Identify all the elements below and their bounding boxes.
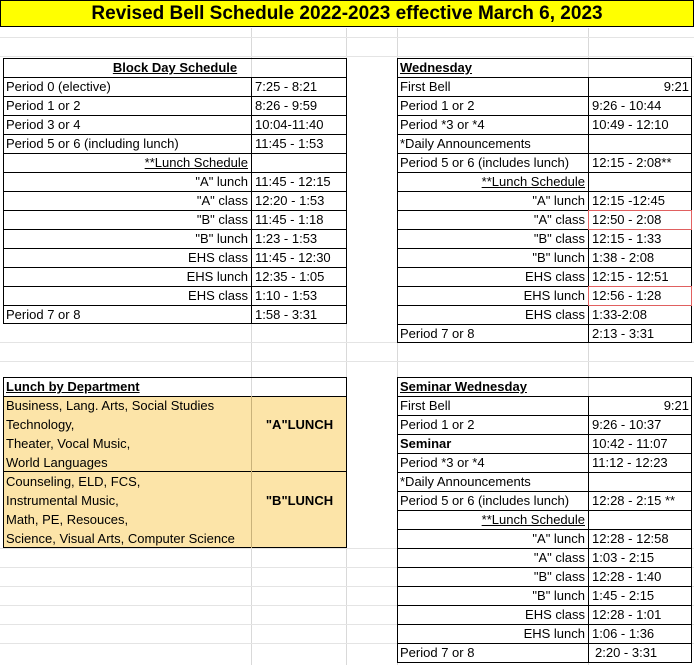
block-day-heading[interactable]: Block Day Schedule: [112, 60, 238, 75]
seminar-lunch-heading[interactable]: **Lunch Schedule: [481, 512, 585, 527]
b-lunch-label[interactable]: "B"LUNCH: [265, 493, 334, 508]
wednesday-label[interactable]: EHS lunch: [523, 288, 585, 303]
gridline: [0, 37, 694, 38]
seminar-label[interactable]: "B" class: [533, 569, 585, 584]
seminar-time[interactable]: 12:28 - 2:15 **: [592, 493, 676, 508]
block-day-time[interactable]: 7:25 - 8:21: [255, 79, 318, 94]
page-title[interactable]: Revised Bell Schedule 2022-2023 effective March 6, 2023: [0, 0, 694, 27]
wednesday-time[interactable]: 12:50 - 2:08: [592, 212, 662, 227]
wednesday-time[interactable]: 12:56 - 1:28: [592, 288, 662, 303]
seminar-label[interactable]: Period 1 or 2: [400, 417, 475, 432]
block-day-lunch-heading[interactable]: **Lunch Schedule: [144, 155, 248, 170]
wednesday-time[interactable]: 12:15 - 12:51: [592, 269, 669, 284]
wednesday-label[interactable]: EHS class: [525, 269, 585, 284]
block-day-label[interactable]: "B" lunch: [195, 231, 248, 246]
wednesday-label[interactable]: Period *3 or *4: [400, 117, 485, 132]
seminar-time[interactable]: 9:26 - 10:37: [592, 417, 662, 432]
wednesday-time[interactable]: 9:26 - 10:44: [592, 98, 662, 113]
block-day-time[interactable]: 11:45 - 1:18: [255, 212, 324, 227]
seminar-label[interactable]: Period *3 or *4: [400, 455, 485, 470]
block-day-time[interactable]: 11:45 - 12:15: [255, 174, 331, 189]
gridline: [0, 361, 694, 362]
seminar-time[interactable]: 2:20 - 3:31: [595, 645, 658, 660]
gridline: [0, 56, 694, 57]
seminar-wednesday-heading[interactable]: Seminar Wednesday: [400, 379, 527, 394]
wednesday-time[interactable]: 12:15 - 2:08**: [592, 155, 672, 170]
block-day-time[interactable]: 8:26 - 9:59: [255, 98, 318, 113]
wednesday-label[interactable]: "A" lunch: [532, 193, 585, 208]
seminar-label[interactable]: "A" lunch: [532, 531, 585, 546]
wednesday-time[interactable]: 9:21: [663, 79, 689, 94]
department-item[interactable]: Instrumental Music,: [6, 493, 119, 508]
wednesday-time[interactable]: 1:38 - 2:08: [592, 250, 655, 265]
block-day-time[interactable]: 12:20 - 1:53: [255, 193, 325, 208]
wednesday-label[interactable]: *Daily Announcements: [400, 136, 531, 151]
wednesday-heading[interactable]: Wednesday: [400, 60, 473, 75]
seminar-label[interactable]: EHS class: [525, 607, 585, 622]
block-day-time[interactable]: 11:45 - 1:53: [255, 136, 324, 151]
wednesday-label[interactable]: Period 7 or 8: [400, 326, 475, 341]
wednesday-label[interactable]: "B" lunch: [532, 250, 585, 265]
block-day-label[interactable]: Period 0 (elective): [6, 79, 111, 94]
wednesday-label[interactable]: First Bell: [400, 79, 451, 94]
seminar-label[interactable]: First Bell: [400, 398, 451, 413]
wednesday-time[interactable]: 10:49 - 12:10: [592, 117, 669, 132]
seminar-time[interactable]: 10:42 - 11:07: [592, 436, 668, 451]
seminar-time[interactable]: 1:03 - 2:15: [592, 550, 655, 565]
wednesday-time[interactable]: 12:15 -12:45: [592, 193, 666, 208]
block-day-label[interactable]: EHS class: [188, 250, 248, 265]
seminar-label[interactable]: EHS lunch: [523, 626, 585, 641]
block-day-time[interactable]: 12:35 - 1:05: [255, 269, 325, 284]
block-day-label[interactable]: "A" class: [196, 193, 248, 208]
department-item[interactable]: Theater, Vocal Music,: [6, 436, 131, 451]
block-day-label[interactable]: Period 5 or 6 (including lunch): [6, 136, 179, 151]
wednesday-time[interactable]: 1:33-2:08: [592, 307, 647, 322]
seminar-label[interactable]: "B" lunch: [532, 588, 585, 603]
department-heading[interactable]: Lunch by Department: [6, 379, 140, 394]
block-day-label[interactable]: "A" lunch: [195, 174, 248, 189]
seminar-time[interactable]: 1:45 - 2:15: [592, 588, 655, 603]
department-item[interactable]: Technology,: [6, 417, 75, 432]
wednesday-label[interactable]: Period 5 or 6 (includes lunch): [400, 155, 570, 170]
wednesday-label[interactable]: "A" class: [533, 212, 585, 227]
department-item[interactable]: Counseling, ELD, FCS,: [6, 474, 141, 489]
block-day-label[interactable]: Period 3 or 4: [6, 117, 81, 132]
department-item[interactable]: Business, Lang. Arts, Social Studies: [6, 398, 215, 413]
wednesday-time[interactable]: 2:13 - 3:31: [592, 326, 655, 341]
wednesday-lunch-heading[interactable]: **Lunch Schedule: [481, 174, 585, 189]
a-lunch-label[interactable]: "A"LUNCH: [265, 417, 334, 432]
wednesday-label[interactable]: "B" class: [533, 231, 585, 246]
seminar-time[interactable]: 12:28 - 12:58: [592, 531, 669, 546]
block-day-label[interactable]: Period 1 or 2: [6, 98, 81, 113]
seminar-label[interactable]: Period 7 or 8: [400, 645, 475, 660]
block-day-label[interactable]: EHS lunch: [186, 269, 248, 284]
seminar-label[interactable]: *Daily Announcements: [400, 474, 531, 489]
block-day-label[interactable]: "B" class: [196, 212, 248, 227]
wednesday-time[interactable]: 12:15 - 1:33: [592, 231, 662, 246]
seminar-label[interactable]: Seminar: [400, 436, 452, 451]
wednesday-label[interactable]: EHS class: [525, 307, 585, 322]
seminar-label[interactable]: "A" class: [533, 550, 585, 565]
seminar-time[interactable]: 12:28 - 1:01: [592, 607, 662, 622]
block-day-time[interactable]: 1:23 - 1:53: [255, 231, 318, 246]
seminar-time[interactable]: 12:28 - 1:40: [592, 569, 662, 584]
seminar-label[interactable]: Period 5 or 6 (includes lunch): [400, 493, 570, 508]
seminar-time[interactable]: 11:12 - 12:23: [592, 455, 668, 470]
wednesday-label[interactable]: Period 1 or 2: [400, 98, 475, 113]
seminar-time[interactable]: 9:21: [663, 398, 689, 413]
block-day-time[interactable]: 1:58 - 3:31: [255, 307, 318, 322]
block-day-time[interactable]: 1:10 - 1:53: [255, 288, 318, 303]
block-day-time[interactable]: 10:04-11:40: [255, 117, 324, 132]
seminar-time[interactable]: 1:06 - 1:36: [592, 626, 655, 641]
department-item[interactable]: Math, PE, Resouces,: [6, 512, 129, 527]
block-day-time[interactable]: 11:45 - 12:30: [255, 250, 331, 265]
department-item[interactable]: Science, Visual Arts, Computer Science: [6, 531, 235, 546]
block-day-label[interactable]: Period 7 or 8: [6, 307, 81, 322]
block-day-label[interactable]: EHS class: [188, 288, 248, 303]
department-item[interactable]: World Languages: [6, 455, 108, 470]
